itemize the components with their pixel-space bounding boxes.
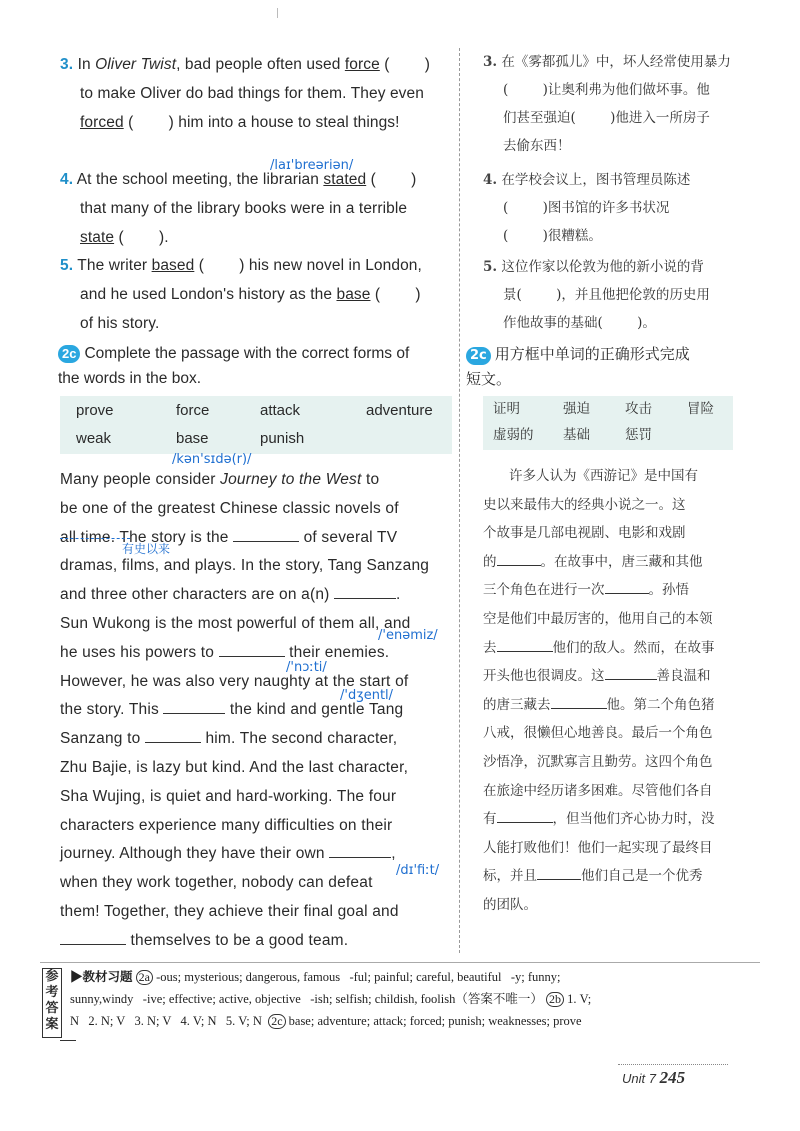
note-underline: [60, 538, 130, 539]
cn-blank-6[interactable]: [497, 808, 553, 823]
phonetic-consider: /kən'sɪdə(r)/: [172, 452, 252, 467]
footer: [622, 1068, 685, 1088]
q3-number: 3.: [60, 56, 74, 73]
cn-blank-7[interactable]: [537, 865, 581, 880]
cn-blank-2[interactable]: [605, 579, 649, 594]
right-passage: 许多人认为《西游记》是中国有 史以来最伟大的经典小说之一。这 个故事是几部电视剧、电影和戏剧 的 。在故事中，唐三藏和其他 三个角色在进行一次 。孙悟 空是他们中最厉害的，他用自己的本领 去 他们的敌人。然而，在故事 开头他也很调皮。这 善良温和 的唐三藏去 他。第二个角色猪 八戒，很懒但心地善良。最后一个角色 沙悟净，沉默寡言且勤劳。这四个角色 在旅途中经历诸多困难。尽管他们各自 有 ，但当他们齐心协力时，没 人能打败他们！他们一起实现了最终目 标，并且 他们自己是一个优秀 的团队。: [483, 468, 715, 913]
cn-blank-5[interactable]: [551, 694, 607, 709]
box-word: prove: [76, 402, 114, 419]
blank-3[interactable]: [219, 642, 285, 657]
scan-mark: [277, 8, 278, 18]
left-exercise-2b: [60, 50, 455, 137]
answer-text: ▶教材习题 2a -ous; mysterious; dangerous, famous -ful; painful; careful, beautiful -y; funny; sunny,windy -ive; effective; active, objective -ish; selfish; childish, foolish（答案不唯一） 2b 1. V; N 2. N; V 3. N; V 4. V; N 5. V; N 2c base; adventure; attack; forced; punish; weaknesses; prove: [70, 970, 592, 1028]
left-q3: 3. In Oliver Twist, bad people often used force ( ): [60, 56, 430, 73]
right-q3: 3. 在《雾都孤儿》中，坏人经常使用暴力 ( )让奥利弗为他们做坏事。他 们甚至强迫( )他进入一所房子 去偷东西！: [483, 54, 731, 154]
answer-label: 参考答案: [42, 968, 62, 1038]
phonetic-enemies: /'enəmiz/: [378, 628, 438, 643]
blank-7[interactable]: [60, 930, 126, 945]
answer-divider: [40, 962, 760, 963]
cn-blank-1[interactable]: [497, 551, 541, 566]
left-2c-heading: 2c Complete the passage with the correct forms of the words in the box.: [58, 345, 410, 387]
right-word-box: 证明 强迫 攻击 冒险 虚弱的 基础 惩罚: [483, 396, 733, 450]
right-q4: 4. 在学校会议上，图书管理员陈述 ( )图书馆的许多书状况 ( )很糟糕。: [483, 172, 691, 244]
answer-tick: [60, 1040, 76, 1041]
phonetic-librarian: /laɪ'breəriən/: [270, 158, 354, 173]
box-word: force: [176, 402, 210, 419]
box-word: base: [176, 430, 209, 447]
box-word: attack: [260, 402, 301, 419]
box-word: adventure: [366, 402, 433, 419]
left-q3-line2: to make Oliver do bad things for them. They even: [80, 85, 424, 102]
phonetic-defeat: /dɪ'fiːt/: [396, 863, 440, 878]
left-q4: 4. At the school meeting, the librarian stated ( ) that many of the library books were in a terrible state ( ).: [60, 171, 417, 246]
blank-4[interactable]: [163, 699, 225, 714]
blank-2[interactable]: [334, 584, 396, 599]
cn-blank-4[interactable]: [605, 665, 657, 680]
blank-6[interactable]: [329, 843, 391, 858]
page-number: 245: [659, 1068, 686, 1087]
right-2c-heading: 2c 用方框中单词的正确形式完成 短文。: [466, 345, 690, 388]
q4-number: 4.: [60, 171, 74, 188]
left-q3-line3: forced ( ) him into a house to steal things!: [80, 114, 400, 131]
footer-rule: [618, 1064, 728, 1065]
phonetic-gentle: /'dʒentl/: [340, 688, 394, 703]
box-word: punish: [260, 430, 305, 447]
column-divider: [459, 48, 460, 953]
cn-blank-3[interactable]: [497, 637, 553, 652]
blank-5[interactable]: [145, 728, 201, 743]
right-q5: 5. 这位作家以伦敦为他的新小说的背 景( )，并且他把伦敦的历史用 作他故事的基础( )。: [483, 259, 710, 331]
left-q5: 5. The writer based ( ) his new novel in London, and he used London's history as the base ( ) of his story.: [60, 257, 422, 332]
phonetic-naughty: /'nɔːti/: [286, 660, 327, 675]
left-passage: Many people consider Journey to the West to be one of the greatest Chinese classic novels of all time. The story is the of several TV dramas, films, and plays. In the story, Tang Sanzang and three other characters are on a(n) . Sun Wukong is the most powerful of them all, and he uses his powers to their enemies. However, he was also very naughty at the start of the story. This the kind and gentle Tang Sanzang to him. The second character, Zhu Bajie, is lazy but kind. And the last character, Sha Wujing, is quiet and hard-working. The four characters experience many difficulties on their journey. Although they have their own , when they work together, nobody can defeat them! Together, they achieve their final goal and themselves to be a good team.: [60, 471, 430, 949]
left-word-box: [60, 396, 452, 454]
badge-2c: 2c: [58, 345, 80, 363]
blank-1[interactable]: [233, 527, 299, 542]
q5-number: 5.: [60, 257, 74, 274]
unit-label: Unit 7: [622, 1071, 656, 1086]
handwritten-note: 有史以来: [122, 542, 171, 556]
box-word: weak: [76, 430, 112, 447]
